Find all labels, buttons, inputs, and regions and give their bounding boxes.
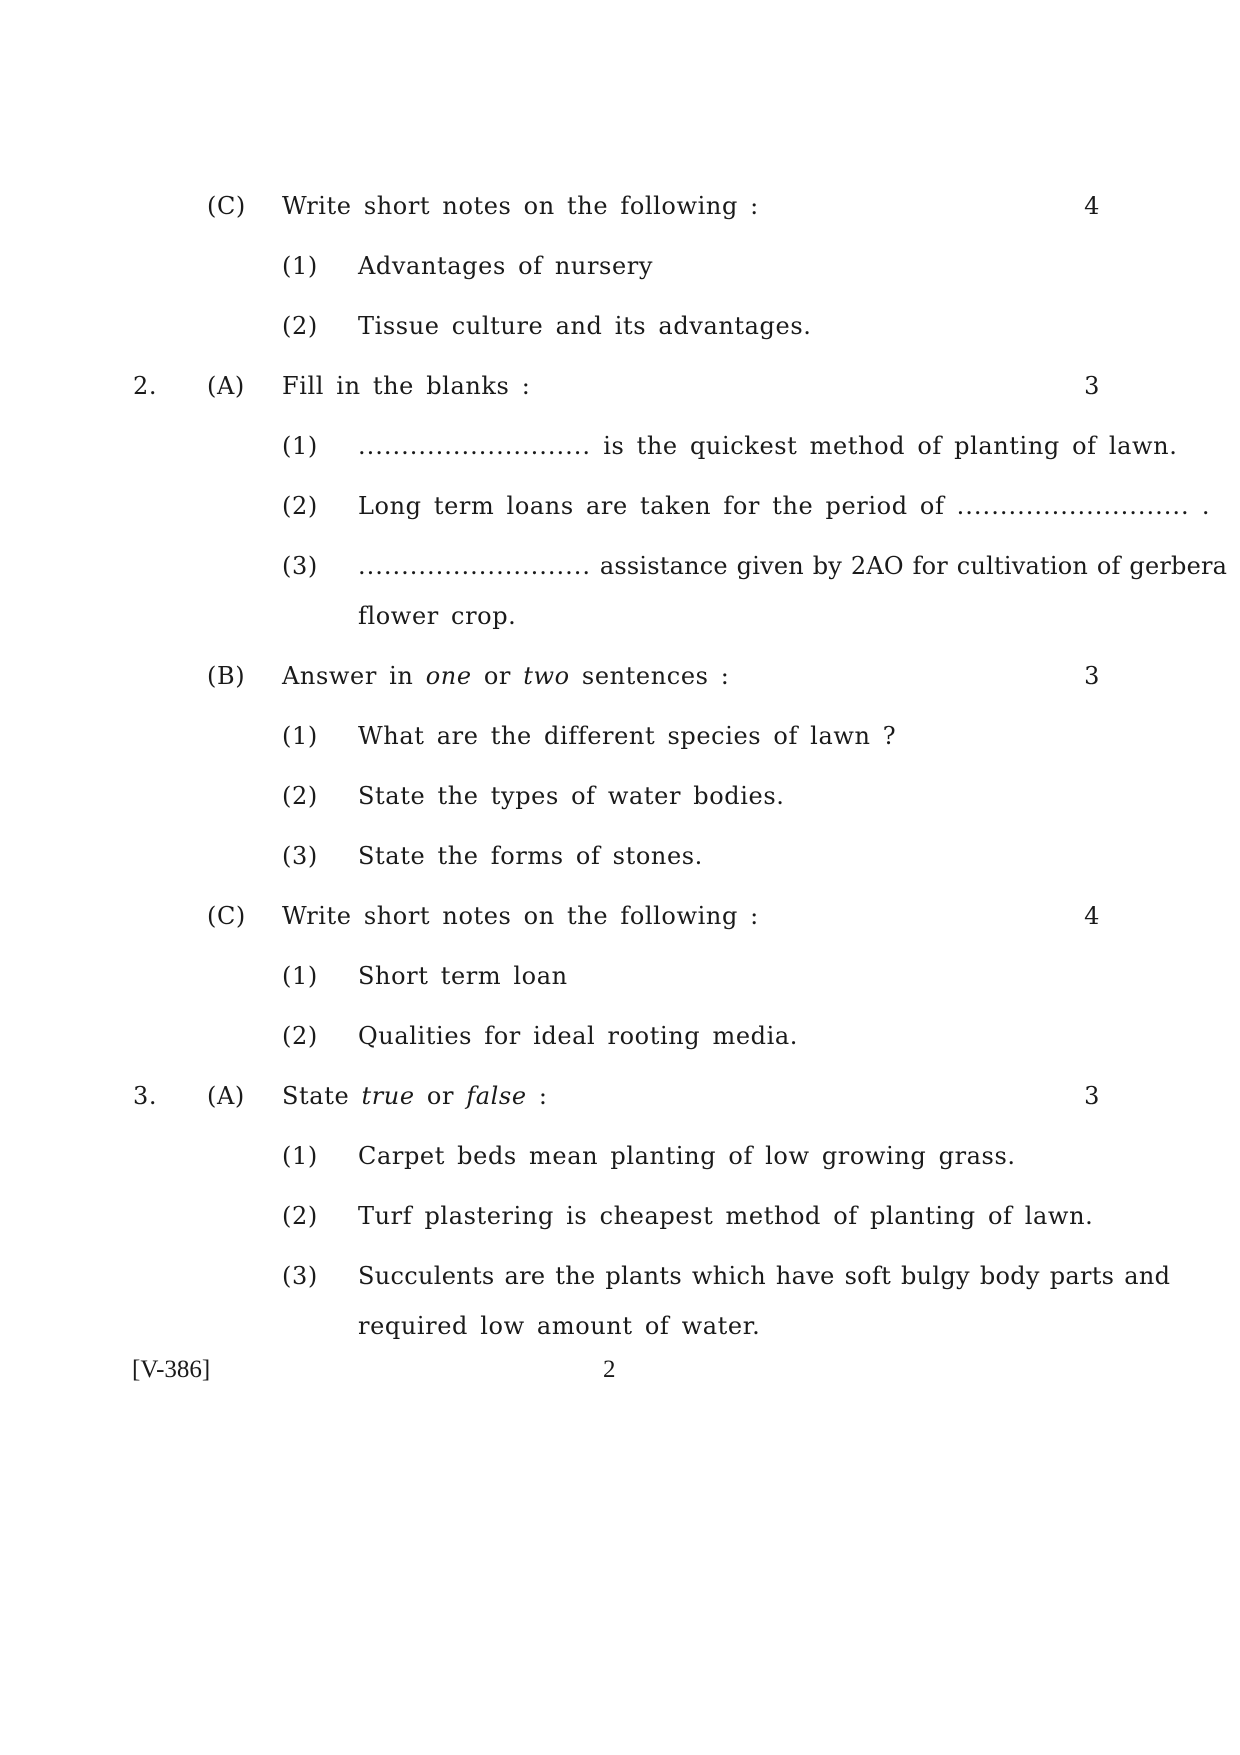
instruction-emphasis: false: [466, 1082, 527, 1110]
instruction: Write short notes on the following :: [282, 902, 759, 930]
marks: 4: [1084, 902, 1100, 930]
q1-c-item-2: [0, 306, 1240, 346]
item-text: Turf plastering is cheapest method of planting of lawn.: [358, 1202, 1094, 1230]
item-text-continuation: flower crop.: [358, 602, 517, 630]
q2-a-item-3-continuation: [0, 596, 1240, 636]
part-label: (C): [207, 192, 246, 220]
item-number: (3): [282, 1262, 318, 1290]
instruction-text: Answer in: [282, 662, 426, 690]
question-number: 2.: [133, 372, 158, 400]
instruction-text: sentences :: [569, 662, 730, 690]
part-label: (C): [207, 902, 246, 930]
q1-c-item-1: [0, 246, 1240, 286]
part-label: (A): [207, 1082, 245, 1110]
item-text: State the types of water bodies.: [358, 782, 785, 810]
blank: ...........................: [956, 492, 1190, 520]
instruction: [282, 1076, 548, 1116]
item-number: (3): [282, 842, 318, 870]
instruction-text: or: [471, 662, 524, 690]
instruction-emphasis: two: [523, 662, 570, 690]
instruction-text: or: [414, 1082, 467, 1110]
marks: 3: [1084, 1082, 1100, 1110]
marks: 4: [1084, 192, 1100, 220]
q2-b-item-1: [0, 716, 1240, 756]
item-number: (2): [282, 1022, 318, 1050]
q2-b-item-2: [0, 776, 1240, 816]
q3-a-item-3-continuation: [0, 1306, 1240, 1346]
instruction-emphasis: one: [425, 662, 472, 690]
q3-a-item-3: [0, 1256, 1240, 1296]
instruction: Write short notes on the following :: [282, 192, 759, 220]
blank: ...........................: [358, 552, 591, 580]
marks: 3: [1084, 372, 1100, 400]
blank: ...........................: [358, 432, 591, 460]
q3-a-heading: [0, 1076, 1240, 1116]
q2-a-item-2: [0, 486, 1240, 526]
item-text-continuation: required low amount of water.: [358, 1312, 761, 1340]
q2-c-heading: [0, 896, 1240, 936]
q2-c-item-2: [0, 1016, 1240, 1056]
q2-b-item-3: [0, 836, 1240, 876]
q2-b-heading: [0, 656, 1240, 696]
item-text: Succulents are the plants which have soft bulgy body parts and: [358, 1262, 1171, 1290]
item-text: [358, 426, 1177, 466]
item-text: What are the different species of lawn ?: [358, 722, 897, 750]
instruction-text: :: [526, 1082, 548, 1110]
item-text: [358, 486, 1210, 526]
q2-a-item-3: [0, 546, 1240, 586]
instruction-emphasis: true: [361, 1082, 415, 1110]
item-text: Carpet beds mean planting of low growing grass.: [358, 1142, 1016, 1170]
item-number: (1): [282, 722, 318, 750]
item-text: Qualities for ideal rooting media.: [358, 1022, 799, 1050]
instruction: [282, 656, 729, 696]
instruction-text: State: [282, 1082, 362, 1110]
item-number: (2): [282, 312, 318, 340]
item-text-body: assistance given by 2AO for cultivation of gerbera: [590, 552, 1228, 580]
item-number: (2): [282, 492, 318, 520]
item-number: (2): [282, 782, 318, 810]
item-number: (3): [282, 552, 318, 580]
instruction: Fill in the blanks :: [282, 372, 531, 400]
q2-c-item-1: [0, 956, 1240, 996]
item-number: (1): [282, 1142, 318, 1170]
q2-a-item-1: [0, 426, 1240, 466]
item-text: Advantages of nursery: [358, 252, 653, 280]
item-text-body: Long term loans are taken for the period of: [358, 492, 957, 520]
item-text: State the forms of stones.: [358, 842, 703, 870]
item-text: Short term loan: [358, 962, 568, 990]
part-label: (A): [207, 372, 245, 400]
question-number: 3.: [133, 1082, 158, 1110]
item-number: (1): [282, 252, 318, 280]
item-number: (1): [282, 962, 318, 990]
q2-a-heading: [0, 366, 1240, 406]
part-label: (B): [207, 662, 246, 690]
q3-a-item-1: [0, 1136, 1240, 1176]
page-footer: [0, 1350, 1240, 1390]
page-number: 2: [603, 1356, 616, 1383]
item-number: (2): [282, 1202, 318, 1230]
item-text: [358, 546, 1227, 586]
item-text-end: .: [1189, 492, 1211, 520]
marks: 3: [1084, 662, 1100, 690]
item-text-body: is the quickest method of planting of lawn.: [590, 432, 1178, 460]
item-number: (1): [282, 432, 318, 460]
q3-a-item-2: [0, 1196, 1240, 1236]
item-text: Tissue culture and its advantages.: [358, 312, 812, 340]
paper-code: [V-386]: [132, 1356, 211, 1383]
q1-c-heading: [0, 186, 1240, 226]
